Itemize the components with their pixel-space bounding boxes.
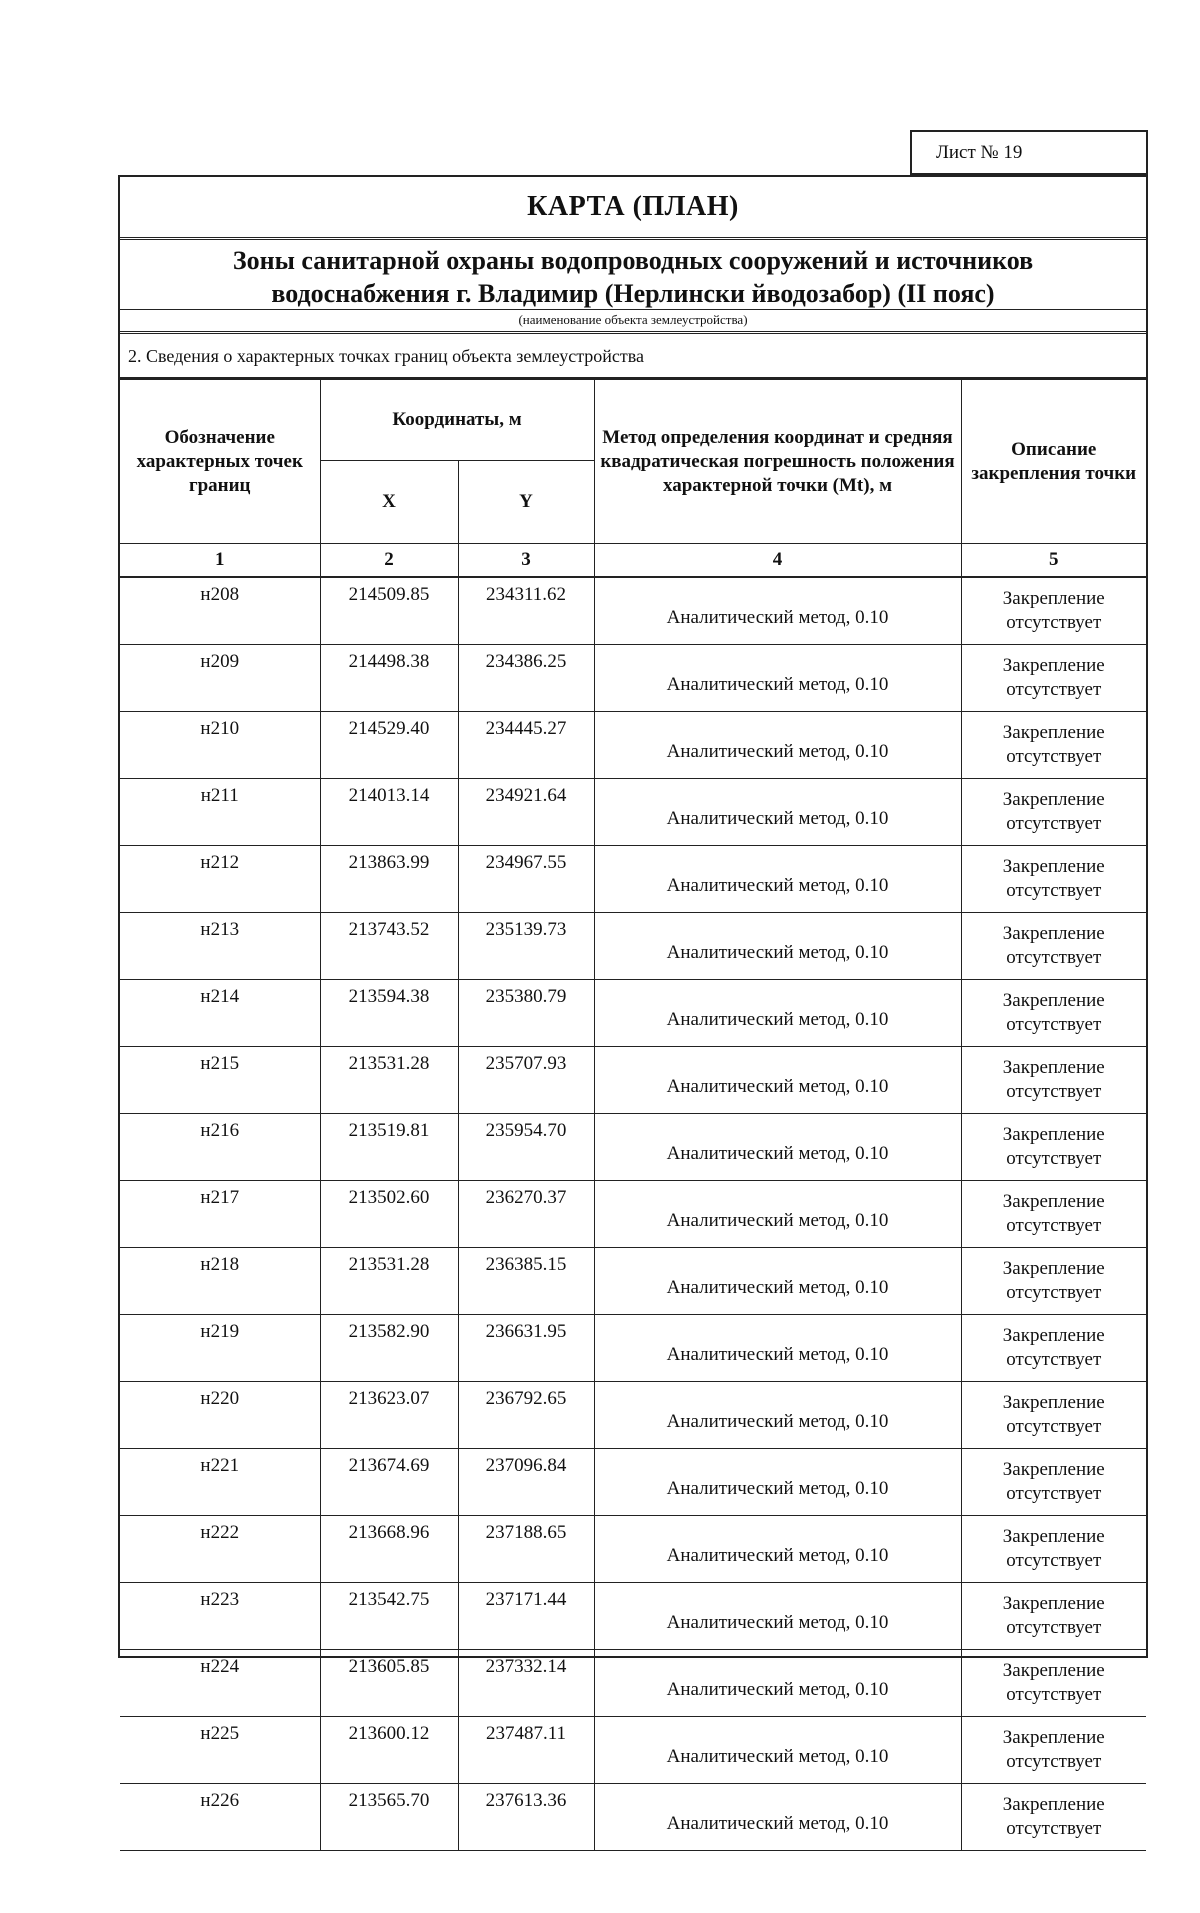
table-row xyxy=(120,1315,1146,1382)
method-cell: Аналитический метод, 0.10 xyxy=(594,1650,961,1717)
point-id-cell: н225 xyxy=(120,1717,320,1784)
x-coordinate-cell: 213605.85 xyxy=(320,1650,458,1717)
x-coordinate-cell: 213582.90 xyxy=(320,1315,458,1382)
x-coordinate-cell: 213623.07 xyxy=(320,1382,458,1449)
header-method: Метод определения координат и средняя квадратическая погрешность положения характерной точки (Mt), м xyxy=(594,380,961,544)
description-cell: Закрепление отсутствует xyxy=(961,1114,1146,1181)
description-cell: Закрепление отсутствует xyxy=(961,645,1146,712)
point-id-cell: н226 xyxy=(120,1784,320,1851)
column-number: 5 xyxy=(961,544,1146,578)
y-coordinate-cell: 234445.27 xyxy=(458,712,594,779)
description-cell: Закрепление отсутствует xyxy=(961,1784,1146,1851)
point-id-cell: н213 xyxy=(120,913,320,980)
table-header-row xyxy=(120,380,1146,461)
point-id-cell: н220 xyxy=(120,1382,320,1449)
description-cell: Закрепление отсутствует xyxy=(961,1717,1146,1784)
x-coordinate-cell: 213743.52 xyxy=(320,913,458,980)
description-cell: Закрепление отсутствует xyxy=(961,1449,1146,1516)
x-coordinate-cell: 213668.96 xyxy=(320,1516,458,1583)
object-name-line-1: Зоны санитарной охраны водопроводных сооружений и источников xyxy=(120,244,1146,277)
point-id-cell: н212 xyxy=(120,846,320,913)
table-row xyxy=(120,779,1146,846)
method-cell: Аналитический метод, 0.10 xyxy=(594,980,961,1047)
header-coordinates: Координаты, м xyxy=(320,380,594,461)
description-cell: Закрепление отсутствует xyxy=(961,1315,1146,1382)
description-cell: Закрепление отсутствует xyxy=(961,1248,1146,1315)
table-row xyxy=(120,1449,1146,1516)
point-id-cell: н217 xyxy=(120,1181,320,1248)
method-cell: Аналитический метод, 0.10 xyxy=(594,645,961,712)
point-id-cell: н211 xyxy=(120,779,320,846)
point-id-cell: н224 xyxy=(120,1650,320,1717)
method-cell: Аналитический метод, 0.10 xyxy=(594,1583,961,1650)
column-number: 3 xyxy=(458,544,594,578)
method-cell: Аналитический метод, 0.10 xyxy=(594,1315,961,1382)
point-id-cell: н209 xyxy=(120,645,320,712)
method-cell: Аналитический метод, 0.10 xyxy=(594,846,961,913)
method-cell: Аналитический метод, 0.10 xyxy=(594,1449,961,1516)
y-coordinate-cell: 235380.79 xyxy=(458,980,594,1047)
description-cell: Закрепление отсутствует xyxy=(961,712,1146,779)
method-cell: Аналитический метод, 0.10 xyxy=(594,1784,961,1851)
table-row xyxy=(120,1382,1146,1449)
x-coordinate-cell: 214498.38 xyxy=(320,645,458,712)
table-empty-row xyxy=(120,1851,1146,1913)
point-id-cell: н215 xyxy=(120,1047,320,1114)
y-coordinate-cell: 237332.14 xyxy=(458,1650,594,1717)
x-coordinate-cell: 213542.75 xyxy=(320,1583,458,1650)
y-coordinate-cell: 236385.15 xyxy=(458,1248,594,1315)
y-coordinate-cell: 235954.70 xyxy=(458,1114,594,1181)
method-cell: Аналитический метод, 0.10 xyxy=(594,1717,961,1784)
y-coordinate-cell: 237096.84 xyxy=(458,1449,594,1516)
x-coordinate-cell: 214013.14 xyxy=(320,779,458,846)
method-cell: Аналитический метод, 0.10 xyxy=(594,913,961,980)
y-coordinate-cell: 237613.36 xyxy=(458,1784,594,1851)
point-id-cell: н223 xyxy=(120,1583,320,1650)
description-cell: Закрепление отсутствует xyxy=(961,846,1146,913)
y-coordinate-cell: 234967.55 xyxy=(458,846,594,913)
x-coordinate-cell: 213600.12 xyxy=(320,1717,458,1784)
y-coordinate-cell: 237188.65 xyxy=(458,1516,594,1583)
method-cell: Аналитический метод, 0.10 xyxy=(594,1248,961,1315)
point-id-cell: н216 xyxy=(120,1114,320,1181)
table-row xyxy=(120,846,1146,913)
object-name-line-2: водоснабжения г. Владимир (Нерлински йводозабор) (II пояс) xyxy=(120,277,1146,310)
table-row xyxy=(120,1248,1146,1315)
description-cell: Закрепление отсутствует xyxy=(961,1047,1146,1114)
sheet-number-label: Лист № 19 xyxy=(936,142,1022,163)
method-cell: Аналитический метод, 0.10 xyxy=(594,1181,961,1248)
column-numbers-row xyxy=(120,544,1146,578)
table-row xyxy=(120,1181,1146,1248)
table-row xyxy=(120,1114,1146,1181)
point-id-cell: н219 xyxy=(120,1315,320,1382)
table-row xyxy=(120,1650,1146,1717)
method-cell: Аналитический метод, 0.10 xyxy=(594,779,961,846)
table-row xyxy=(120,1583,1146,1650)
table-row xyxy=(120,1717,1146,1784)
point-id-cell: н208 xyxy=(120,577,320,645)
table-row xyxy=(120,645,1146,712)
x-coordinate-cell: 213519.81 xyxy=(320,1114,458,1181)
x-coordinate-cell: 213565.70 xyxy=(320,1784,458,1851)
description-cell: Закрепление отсутствует xyxy=(961,1181,1146,1248)
table-row xyxy=(120,1516,1146,1583)
header-point: Обозначение характерных точек границ xyxy=(120,380,320,544)
header-description: Описание закрепления точки xyxy=(961,380,1146,544)
point-id-cell: н218 xyxy=(120,1248,320,1315)
x-coordinate-cell: 214509.85 xyxy=(320,577,458,645)
x-coordinate-cell: 214529.40 xyxy=(320,712,458,779)
table-row xyxy=(120,980,1146,1047)
y-coordinate-cell: 235139.73 xyxy=(458,913,594,980)
y-coordinate-cell: 236270.37 xyxy=(458,1181,594,1248)
method-cell: Аналитический метод, 0.10 xyxy=(594,1516,961,1583)
y-coordinate-cell: 235707.93 xyxy=(458,1047,594,1114)
description-cell: Закрепление отсутствует xyxy=(961,1382,1146,1449)
column-number: 4 xyxy=(594,544,961,578)
table-row xyxy=(120,1047,1146,1114)
y-coordinate-cell: 237171.44 xyxy=(458,1583,594,1650)
method-cell: Аналитический метод, 0.10 xyxy=(594,577,961,645)
object-name-caption: (наименование объекта землеустройства) xyxy=(120,310,1146,334)
document-frame xyxy=(118,175,1148,1658)
x-coordinate-cell: 213531.28 xyxy=(320,1248,458,1315)
y-coordinate-cell: 237487.11 xyxy=(458,1717,594,1784)
points-table xyxy=(120,379,1146,1913)
point-id-cell: н221 xyxy=(120,1449,320,1516)
x-coordinate-cell: 213863.99 xyxy=(320,846,458,913)
column-number: 1 xyxy=(120,544,320,578)
description-cell: Закрепление отсутствует xyxy=(961,1583,1146,1650)
description-cell: Закрепление отсутствует xyxy=(961,1650,1146,1717)
section-title: 2. Сведения о характерных точках границ объекта землеустройства xyxy=(120,334,1146,379)
x-coordinate-cell: 213502.60 xyxy=(320,1181,458,1248)
y-coordinate-cell: 236631.95 xyxy=(458,1315,594,1382)
x-coordinate-cell: 213531.28 xyxy=(320,1047,458,1114)
header-y: Y xyxy=(458,461,594,544)
x-coordinate-cell: 213674.69 xyxy=(320,1449,458,1516)
point-id-cell: н222 xyxy=(120,1516,320,1583)
description-cell: Закрепление отсутствует xyxy=(961,913,1146,980)
sheet-number-box xyxy=(910,130,1148,175)
method-cell: Аналитический метод, 0.10 xyxy=(594,1047,961,1114)
table-row xyxy=(120,712,1146,779)
point-id-cell: н210 xyxy=(120,712,320,779)
description-cell: Закрепление отсутствует xyxy=(961,779,1146,846)
object-name xyxy=(120,240,1146,310)
method-cell: Аналитический метод, 0.10 xyxy=(594,712,961,779)
point-id-cell: н214 xyxy=(120,980,320,1047)
method-cell: Аналитический метод, 0.10 xyxy=(594,1114,961,1181)
x-coordinate-cell: 213594.38 xyxy=(320,980,458,1047)
page-title: КАРТА (ПЛАН) xyxy=(120,177,1146,240)
table-row xyxy=(120,913,1146,980)
y-coordinate-cell: 234311.62 xyxy=(458,577,594,645)
y-coordinate-cell: 236792.65 xyxy=(458,1382,594,1449)
column-number: 2 xyxy=(320,544,458,578)
y-coordinate-cell: 234921.64 xyxy=(458,779,594,846)
description-cell: Закрепление отсутствует xyxy=(961,577,1146,645)
table-body xyxy=(120,577,1146,1851)
description-cell: Закрепление отсутствует xyxy=(961,1516,1146,1583)
method-cell: Аналитический метод, 0.10 xyxy=(594,1382,961,1449)
y-coordinate-cell: 234386.25 xyxy=(458,645,594,712)
table-row xyxy=(120,577,1146,645)
header-x: X xyxy=(320,461,458,544)
description-cell: Закрепление отсутствует xyxy=(961,980,1146,1047)
table-row xyxy=(120,1784,1146,1851)
